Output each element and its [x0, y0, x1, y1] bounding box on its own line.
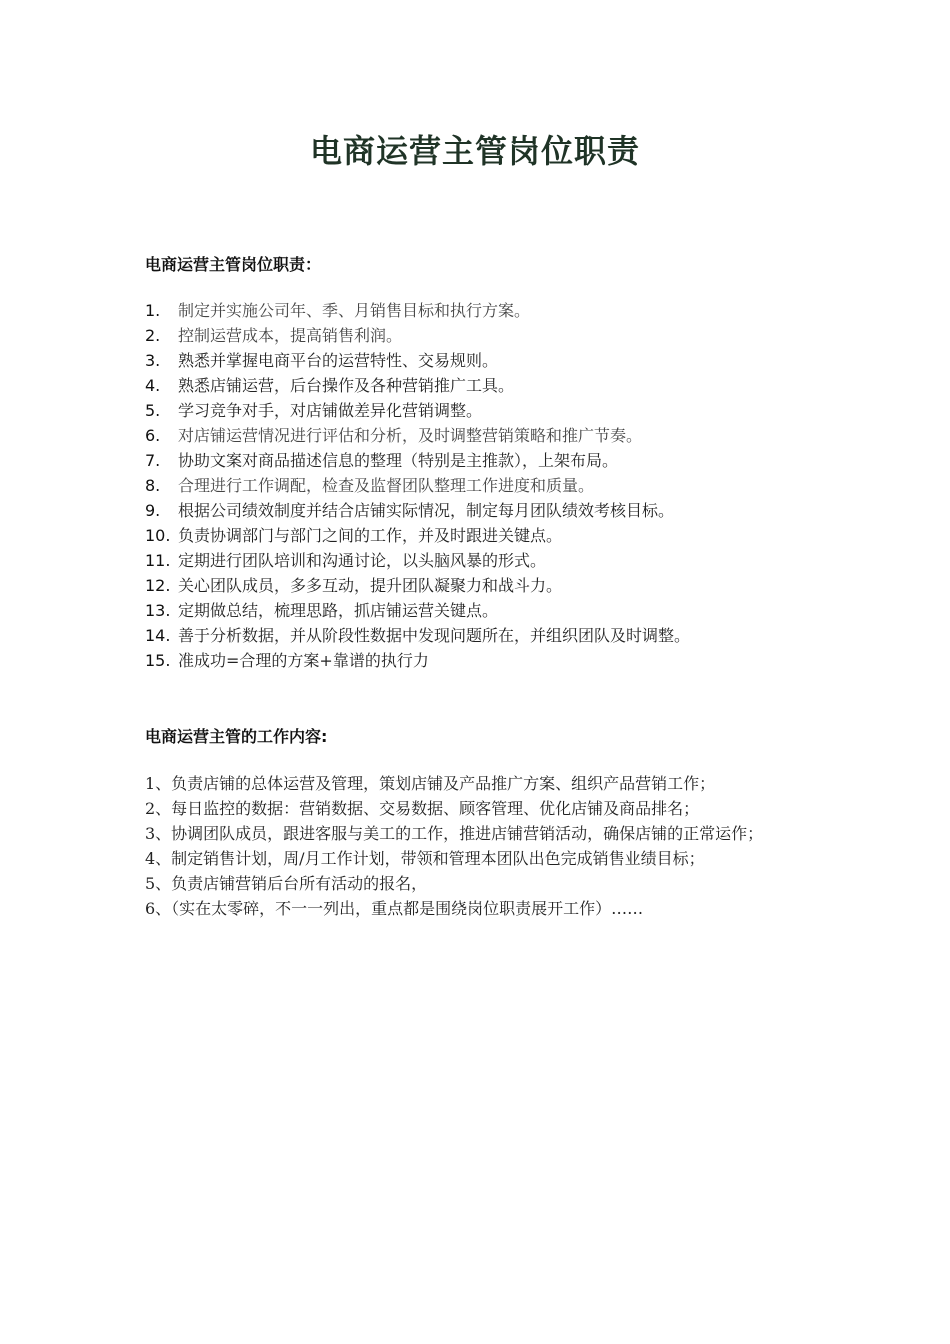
list-item: 1、负责店铺的总体运营及管理，策划店铺及产品推广方案、组织产品营销工作； [145, 774, 716, 793]
list-item: 4、制定销售计划，周/月工作计划，带领和管理本团队出色完成销售业绩目标； [145, 849, 705, 868]
list-text: 对店铺运营情况进行评估和分析，及时调整营销策略和推广节奏。 [178, 426, 643, 445]
list-number: 5. [145, 401, 161, 420]
list-item [145, 323, 825, 348]
list-number: 13. [145, 601, 171, 620]
list-item [145, 373, 825, 398]
list-text: 定期做总结，梳理思路，抓店铺运营关键点。 [178, 601, 499, 620]
list-number: 9. [145, 501, 161, 520]
list-item [145, 298, 825, 323]
list-text: 负责协调部门与部门之间的工作，并及时跟进关键点。 [178, 526, 563, 545]
list-number: 3. [145, 351, 161, 370]
work-content-list [145, 771, 825, 921]
list-item [145, 548, 825, 573]
list-item [145, 423, 825, 448]
list-text: 根据公司绩效制度并结合店铺实际情况，制定每月团队绩效考核目标。 [178, 501, 675, 520]
list-item [145, 473, 825, 498]
list-item: 2、每日监控的数据：营销数据、交易数据、顾客管理、优化店铺及商品排名； [145, 799, 700, 818]
list-item [145, 623, 825, 648]
list-number: 8. [145, 476, 161, 495]
list-item [145, 598, 825, 623]
list-number: 7. [145, 451, 161, 470]
list-item [145, 498, 825, 523]
list-number: 4. [145, 376, 161, 395]
list-item [145, 648, 825, 673]
list-text: 熟悉并掌握电商平台的运营特性、交易规则。 [178, 351, 499, 370]
document-title: 电商运营主管岗位职责 [309, 132, 640, 170]
list-item [145, 448, 825, 473]
list-item [145, 573, 825, 598]
section-heading-work-content: 电商运营主管的工作内容: [145, 727, 328, 746]
list-number: 14. [145, 626, 171, 645]
list-item [145, 398, 825, 423]
list-item [145, 348, 825, 373]
list-text: 定期进行团队培训和沟通讨论，以头脑风暴的形式。 [178, 551, 547, 570]
list-item: 3、协调团队成员，跟进客服与美工的工作，推进店铺营销活动，确保店铺的正常运作； [145, 824, 764, 843]
list-number: 2. [145, 326, 161, 345]
list-text: 制定并实施公司年、季、月销售目标和执行方案。 [178, 301, 531, 320]
list-number: 11. [145, 551, 171, 570]
list-text: 合理进行工作调配，检查及监督团队整理工作进度和质量。 [178, 476, 595, 495]
list-text: 善于分析数据，并从阶段性数据中发现问题所在，并组织团队及时调整。 [178, 626, 691, 645]
list-text: 控制运营成本，提高销售利润。 [178, 326, 403, 345]
list-text: 协助文案对商品描述信息的整理（特别是主推款），上架布局。 [178, 451, 619, 470]
list-number: 15. [145, 651, 171, 670]
list-text: 学习竞争对手，对店铺做差异化营销调整。 [178, 401, 483, 420]
list-text: 关心团队成员，多多互动，提升团队凝聚力和战斗力。 [178, 576, 563, 595]
list-text: 熟悉店铺运营，后台操作及各种营销推广工具。 [178, 376, 515, 395]
list-number: 12. [145, 576, 171, 595]
list-item: 6、（实在太零碎，不一一列出，重点都是围绕岗位职责展开工作）…… [145, 899, 644, 918]
list-number: 10. [145, 526, 171, 545]
section-heading-duties: 电商运营主管岗位职责： [145, 255, 322, 274]
list-number: 6. [145, 426, 161, 445]
list-text: 准成功=合理的方案+靠谱的执行力 [178, 651, 429, 670]
list-number: 1. [145, 301, 161, 320]
list-item: 5、负责店铺营销后台所有活动的报名， [145, 874, 428, 893]
list-item [145, 523, 825, 548]
duties-list [145, 298, 825, 673]
